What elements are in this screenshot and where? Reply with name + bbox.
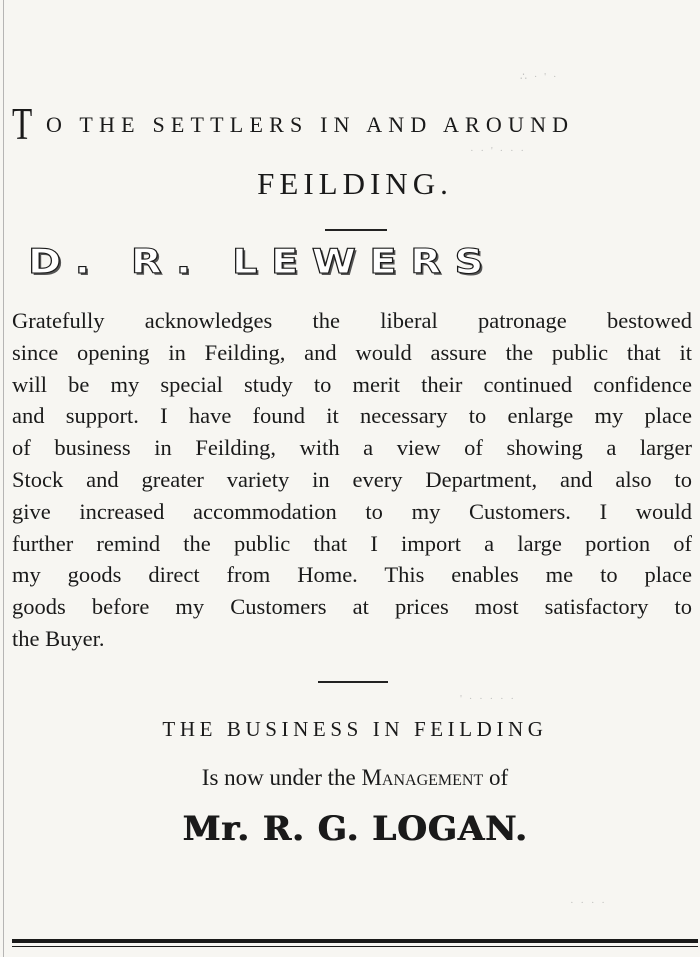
body-line: goods before my Customers at prices most satisfactory to — [12, 594, 692, 620]
divider-rule — [318, 681, 388, 683]
body-line: will be my special study to merit their continued confidence — [12, 371, 692, 397]
management-notice — [0, 766, 700, 789]
drop-cap: T — [12, 98, 33, 149]
manager-name: Mr. R. G. LOGAN. — [182, 809, 528, 849]
body-line: further remind the public that I import a large portion of — [12, 530, 692, 556]
body-line: and support. I have found it necessary to enlarge my place — [12, 403, 692, 429]
body-line: Stock and greater variety in every Department, and also to — [12, 466, 692, 492]
address-heading — [12, 98, 692, 149]
proprietor-name: D. R. LEWERS — [28, 242, 497, 282]
bottom-rule — [12, 939, 698, 943]
divider-rule — [325, 229, 387, 231]
faint-bleed-through: · · ' · · · — [470, 145, 527, 157]
body-line: give increased accommodation to my Customers. I would — [12, 498, 692, 524]
faint-bleed-through: ∴ · ' · — [520, 71, 559, 83]
advertisement-body — [12, 305, 692, 655]
management-suffix: of — [483, 765, 509, 790]
body-line: since opening in Feilding, and would assure the public that it — [12, 339, 692, 365]
faint-bleed-through: · · · · — [570, 897, 607, 909]
management-prefix: Is now under the — [201, 765, 362, 790]
address-heading-text: O THE SETTLERS IN AND AROUND — [46, 112, 575, 137]
place-title: FEILDING. — [257, 166, 453, 201]
body-line: Gratefully acknowledges the liberal patronage bestowed — [12, 308, 692, 333]
body-line: my goods direct from Home. This enables me to place — [12, 562, 692, 588]
business-notice: THE BUSINESS IN FEILDING — [162, 717, 548, 741]
body-line: of business in Feilding, with a view of showing a larger — [12, 435, 692, 461]
faint-bleed-through: ' · · · · · — [460, 693, 517, 705]
bottom-rule — [12, 946, 698, 947]
management-word: Management — [361, 765, 484, 790]
body-line: the Buyer. — [12, 625, 105, 651]
